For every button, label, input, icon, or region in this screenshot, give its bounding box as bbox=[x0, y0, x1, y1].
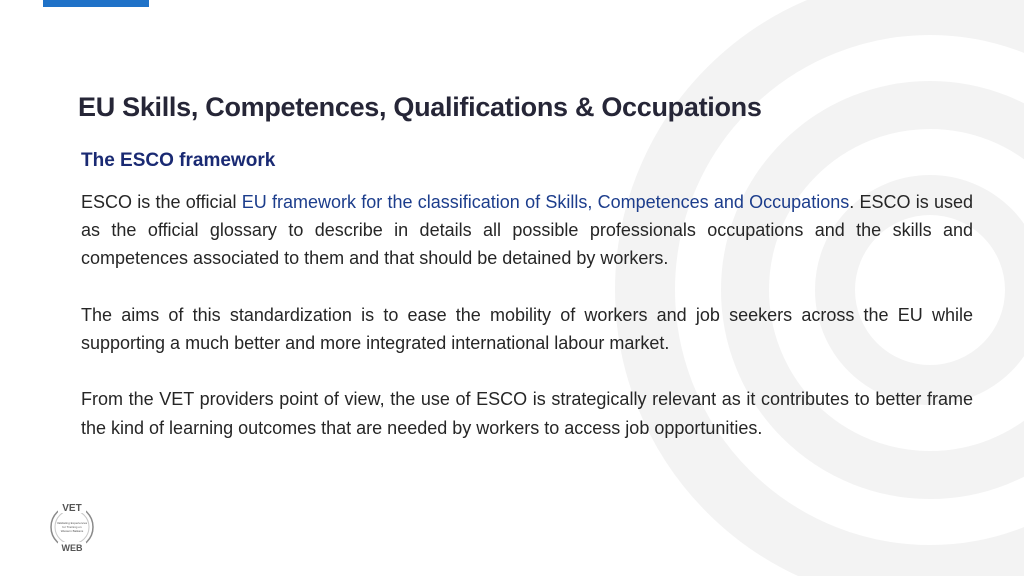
logo-line-1: Validating Experiences bbox=[56, 521, 88, 525]
logo-line-2: for Training on bbox=[62, 525, 82, 529]
paragraph-aims: The aims of this standardization is to ease the mobility of workers and job seekers across the EU while supporting a much better and more integrated international labour market. bbox=[81, 304, 973, 353]
logo-bottom-text: WEB bbox=[61, 543, 83, 552]
paragraph-esco-definition bbox=[81, 188, 973, 273]
paragraph-text: ESCO is the official bbox=[81, 192, 242, 212]
esco-framework-link[interactable]: EU framework for the classification of Skills, Competences and Occupations bbox=[241, 192, 850, 212]
logo-line-3: Western Balkans bbox=[60, 529, 84, 533]
slide-title: EU Skills, Competences, Qualifications & Occupations bbox=[78, 92, 762, 122]
slide-body bbox=[81, 188, 973, 470]
logo-top-text: VET bbox=[62, 503, 82, 514]
paragraph-vet-providers: From the VET providers point of view, the use of ESCO is strategically relevant as it contributes to better frame the kind of learning outcomes that are needed by workers to access job opportunities. bbox=[81, 389, 973, 438]
paragraph-text: . ESCO is used as the official glossary to describe in details all possible professionals occupations and the skills and competences associated to them and that should be detained by workers. bbox=[81, 192, 974, 269]
slide-subtitle: The ESCO framework bbox=[81, 150, 276, 171]
top-accent-bar bbox=[43, 0, 149, 7]
vet-web-logo bbox=[46, 500, 98, 552]
